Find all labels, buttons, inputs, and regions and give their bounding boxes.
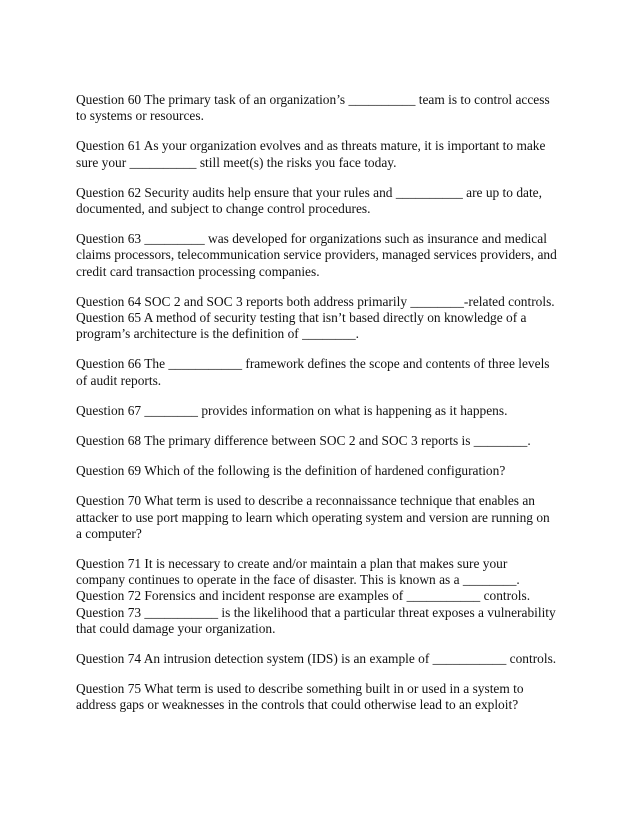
question-paragraph — [76, 92, 576, 124]
text-line: a computer? — [76, 525, 142, 541]
text-line: Question 71 It is necessary to create and/or maintain a plan that makes sure your — [76, 556, 508, 572]
text-line: sure your __________ still meet(s) the risks you face today. — [76, 154, 397, 170]
question-paragraph — [76, 556, 576, 637]
text-line: attacker to use port mapping to learn which operating system and version are running on — [76, 509, 550, 525]
text-line: Question 70 What term is used to describe a reconnaissance technique that enables an — [76, 493, 535, 509]
text-line: Question 63 _________ was developed for organizations such as insurance and medical — [76, 231, 547, 247]
question-paragraph — [76, 493, 576, 542]
text-line: Question 73 ___________ is the likelihood that a particular threat exposes a vulnerability — [76, 604, 556, 620]
text-line: Question 66 The ___________ framework defines the scope and contents of three levels — [76, 356, 550, 372]
text-line: documented, and subject to change control procedures. — [76, 201, 371, 217]
question-paragraph — [76, 185, 576, 217]
text-line: Question 67 ________ provides information on what is happening as it happens. — [76, 402, 508, 418]
question-paragraph — [76, 681, 576, 713]
question-paragraph — [76, 651, 576, 667]
text-line: claims processors, telecommunication service providers, managed services providers, and — [76, 247, 557, 263]
question-paragraph — [76, 231, 576, 280]
text-line: Question 74 An intrusion detection system (IDS) is an example of ___________ controls. — [76, 651, 557, 667]
text-line: Question 69 Which of the following is the definition of hardened configuration? — [76, 463, 506, 479]
text-line: Question 75 What term is used to describe something built in or used in a system to — [76, 681, 524, 697]
text-line: Question 62 Security audits help ensure that your rules and __________ are up to date, — [76, 184, 542, 200]
text-line: of audit reports. — [76, 372, 162, 388]
document-body — [76, 92, 576, 728]
text-line: Question 72 Forensics and incident response are examples of ___________ controls. — [76, 588, 531, 604]
text-line: Question 60 The primary task of an organization’s __________ team is to control access — [76, 92, 550, 107]
text-line: program’s architecture is the definition of ________. — [76, 326, 359, 342]
text-line: Question 61 As your organization evolves and as threats mature, it is important to make — [76, 138, 546, 154]
text-line: Question 68 The primary difference between SOC 2 and SOC 3 reports is ________. — [76, 433, 531, 449]
question-paragraph — [76, 463, 576, 479]
question-paragraph — [76, 356, 576, 388]
question-paragraph — [76, 433, 576, 449]
text-line: Question 65 A method of security testing that isn’t based directly on knowledge of a — [76, 310, 527, 326]
question-paragraph — [76, 138, 576, 170]
text-line: Question 64 SOC 2 and SOC 3 reports both address primarily ________-related controls. — [76, 293, 555, 309]
text-line: company continues to operate in the face of disaster. This is known as a ________. — [76, 572, 520, 588]
question-paragraph — [76, 294, 576, 343]
text-line: credit card transaction processing companies. — [76, 263, 320, 279]
question-paragraph — [76, 403, 576, 419]
text-line: that could damage your organization. — [76, 620, 276, 636]
text-line: to systems or resources. — [76, 108, 204, 124]
text-line: address gaps or weaknesses in the controls that could otherwise lead to an exploit? — [76, 697, 519, 713]
